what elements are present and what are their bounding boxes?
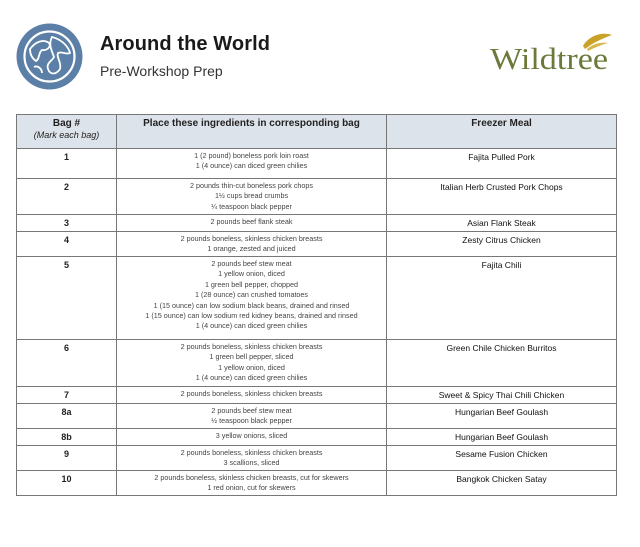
wildtree-logo <box>488 32 613 77</box>
table-row <box>17 471 617 496</box>
ingredient-line: 2 pounds boneless, skinless chicken breasts <box>180 448 323 457</box>
bag-column-header: Bag # (Mark each bag) <box>17 115 117 149</box>
ingredient-line: 2 pounds boneless, skinless chicken breasts <box>180 234 323 243</box>
ingredient-line: 2 pounds boneless, skinless chicken breasts <box>180 389 323 398</box>
ingredients-cell <box>117 404 387 429</box>
table-row <box>17 404 617 429</box>
ingredient-line: 2 pounds boneless, skinless chicken breasts, cut for skewers <box>154 473 349 482</box>
table-row <box>17 340 617 387</box>
bag-number: 5 <box>17 257 117 340</box>
ingredient-line: 1 red onion, cut for skewers <box>207 483 296 493</box>
table-row <box>17 387 617 404</box>
ingredient-line: 1 (28 ounce) can crushed tomatoes <box>194 290 309 300</box>
ingredient-line: 1 green bell pepper, chopped <box>204 279 299 289</box>
bag-column-note: (Mark each bag) <box>33 130 100 140</box>
ingredient-line: 1 (4 ounce) can diced green chilies <box>195 373 308 383</box>
ingredients-cell <box>117 179 387 215</box>
logo-text: Wildtree <box>490 41 608 76</box>
ingredients-cell <box>117 429 387 446</box>
table-row <box>17 179 617 215</box>
ingredients-cell <box>117 471 387 496</box>
freezer-meal-name: Italian Herb Crusted Pork Chops <box>387 179 617 215</box>
ingredients-cell <box>117 446 387 471</box>
ingredient-line: 1 yellow onion, diced <box>218 362 285 372</box>
ingredient-line: 2 pounds beef flank steak <box>210 217 293 226</box>
freezer-meal-name: Sweet & Spicy Thai Chili Chicken <box>387 387 617 404</box>
table-header-row <box>17 115 617 149</box>
bag-number: 4 <box>17 232 117 257</box>
ingredients-cell <box>117 215 387 232</box>
bag-number: 8b <box>17 429 117 446</box>
page-subtitle: Pre-Workshop Prep <box>100 63 223 79</box>
globe-icon <box>16 23 83 90</box>
ingredient-line: 2 pounds beef stew meat <box>211 259 292 268</box>
ingredient-line: 1 green bell pepper, sliced <box>209 352 294 362</box>
bag-number: 1 <box>17 149 117 179</box>
freezer-meal-name: Asian Flank Steak <box>387 215 617 232</box>
ingredient-line: 2 pounds boneless, skinless chicken breasts <box>180 342 323 351</box>
bag-number: 7 <box>17 387 117 404</box>
ingredients-column-header: Place these ingredients in corresponding bag <box>117 115 387 149</box>
freezer-meal-name: Sesame Fusion Chicken <box>387 446 617 471</box>
bag-number: 8a <box>17 404 117 429</box>
ingredient-line: 2 pounds thin-cut boneless pork chops <box>189 181 314 190</box>
ingredient-line: 1 (15 ounce) can low sodium black beans, drained and rinsed <box>153 300 350 310</box>
bag-number: 6 <box>17 340 117 387</box>
ingredients-cell <box>117 387 387 404</box>
table-row <box>17 257 617 340</box>
freezer-meal-name: Hungarian Beef Goulash <box>387 429 617 446</box>
ingredients-cell <box>117 257 387 340</box>
table-row <box>17 232 617 257</box>
meal-column-header: Freezer Meal <box>387 115 617 149</box>
ingredients-cell <box>117 232 387 257</box>
ingredient-line: 1½ cups bread crumbs <box>214 191 289 201</box>
freezer-meal-name: Hungarian Beef Goulash <box>387 404 617 429</box>
ingredient-line: ¼ teaspoon black pepper <box>211 201 292 211</box>
freezer-meal-name: Green Chile Chicken Burritos <box>387 340 617 387</box>
page-title: Around the World <box>100 33 271 55</box>
ingredient-line: 1 (4 ounce) can diced green chilies <box>195 321 308 331</box>
ingredient-line: 1 (4 ounce) can diced green chilies <box>195 161 308 171</box>
freezer-meal-name: Zesty Citrus Chicken <box>387 232 617 257</box>
freezer-meal-name: Bangkok Chicken Satay <box>387 471 617 496</box>
ingredients-cell <box>117 340 387 387</box>
ingredient-line: 1 orange, zested and juiced <box>207 244 296 254</box>
bag-number: 2 <box>17 179 117 215</box>
bag-number: 3 <box>17 215 117 232</box>
ingredients-cell <box>117 149 387 179</box>
bag-number: 10 <box>17 471 117 496</box>
ingredient-line: 1 (2 pound) boneless pork loin roast <box>194 151 309 160</box>
table-row <box>17 446 617 471</box>
table-row <box>17 215 617 232</box>
table-row <box>17 149 617 179</box>
ingredient-line: ½ teaspoon black pepper <box>211 416 292 426</box>
bag-number: 9 <box>17 446 117 471</box>
table-body <box>17 149 617 496</box>
prep-table <box>16 114 617 496</box>
table-row <box>17 429 617 446</box>
ingredient-line: 2 pounds beef stew meat <box>211 406 292 415</box>
freezer-meal-name: Fajita Chili <box>387 257 617 340</box>
ingredient-line: 3 yellow onions, sliced <box>215 431 288 440</box>
ingredient-line: 1 (15 ounce) can low sodium red kidney beans, drained and rinsed <box>145 311 358 321</box>
ingredient-line: 3 scallions, sliced <box>223 458 280 468</box>
freezer-meal-name: Fajita Pulled Pork <box>387 149 617 179</box>
ingredient-line: 1 yellow onion, diced <box>218 269 285 279</box>
